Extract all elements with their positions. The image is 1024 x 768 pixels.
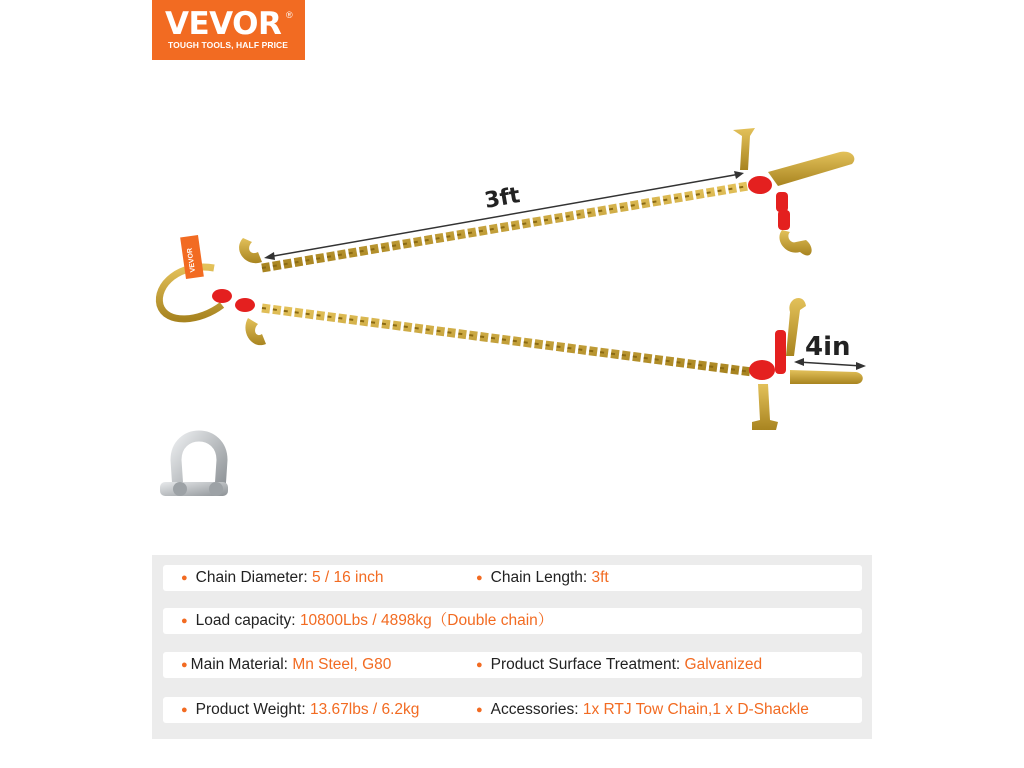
- spec-row-4: [163, 697, 862, 723]
- bullet-icon: ●: [476, 659, 483, 671]
- length-dimension: [264, 171, 744, 260]
- spec-product-weight: ● Product Weight: 13.67lbs / 6.2kg: [181, 701, 420, 718]
- bullet-icon: ●: [181, 704, 188, 716]
- spec-surface-treatment: ● Product Surface Treatment: Galvanized: [476, 656, 763, 673]
- width-dimension: [794, 332, 866, 370]
- left-connector-upper: [212, 289, 232, 303]
- grab-hook-upper-icon: [239, 238, 262, 263]
- bullet-icon: ●: [476, 704, 483, 716]
- bullet-icon: ●: [181, 659, 188, 671]
- length-label: 3ft: [482, 183, 522, 214]
- spec-chain-length: ● Chain Length: 3ft: [476, 569, 609, 586]
- logo-tagline: TOUGH TOOLS, HALF PRICE: [168, 40, 289, 50]
- width-label: 4in: [805, 332, 851, 362]
- spec-row-1: [163, 565, 862, 591]
- spec-row-3: [163, 652, 862, 678]
- logo-wordmark: VEVOR: [165, 6, 282, 42]
- left-connector-lower: [235, 298, 255, 312]
- d-shackle-icon: [160, 436, 228, 496]
- spec-load-capacity: ● Load capacity: 10800Lbs / 4898kg（Double chain）: [181, 612, 554, 629]
- bullet-icon: ●: [181, 615, 188, 627]
- upper-rtj-cluster: [733, 128, 854, 255]
- registered-mark: ®: [286, 10, 293, 20]
- chain-tag-text: VEVOR: [186, 247, 197, 273]
- spec-chain-diameter: ● Chain Diameter: 5 / 16 inch: [181, 569, 384, 586]
- lower-rtj-cluster: [749, 298, 863, 430]
- spec-accessories: ● Accessories: 1x RTJ Tow Chain,1 x D-Shackle: [476, 701, 809, 718]
- grab-hook-lower-icon: [245, 318, 266, 345]
- spec-main-material: ● Main Material: Mn Steel, G80: [181, 656, 392, 673]
- bullet-icon: ●: [181, 572, 188, 584]
- spec-row-2: [163, 608, 862, 634]
- bullet-icon: ●: [476, 572, 483, 584]
- specs-panel: [152, 555, 872, 739]
